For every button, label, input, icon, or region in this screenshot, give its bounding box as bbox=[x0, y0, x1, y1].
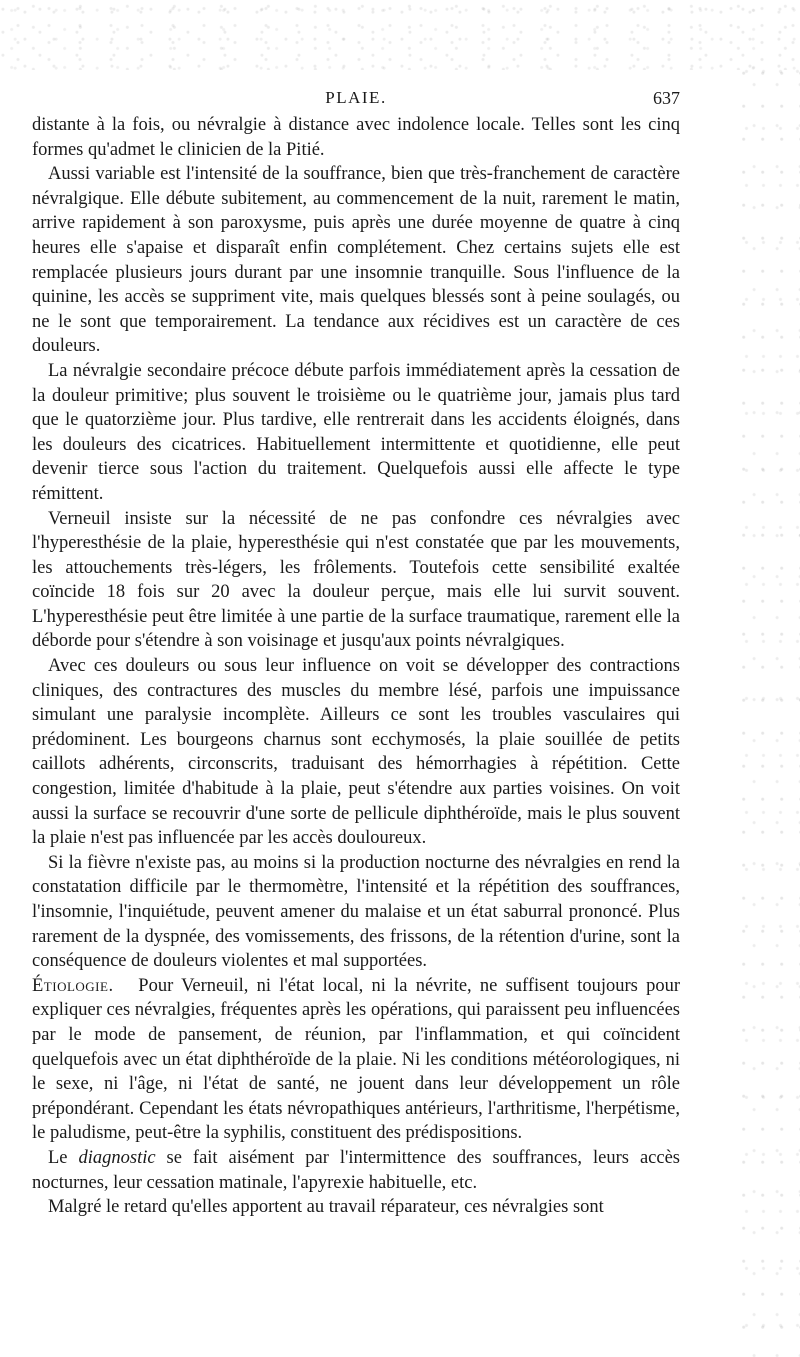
paragraph-diagnostic bbox=[32, 1146, 680, 1195]
paragraph-continuation: distante à la fois, ou névralgie à distance avec indolence locale. Telles sont les cinq formes qu'admet le clinicien de la Pitié. bbox=[32, 115, 680, 160]
running-title: PLAIE. bbox=[325, 88, 387, 107]
paragraph-fever: Si la fièvre n'existe pas, au moins si la production nocturne des névralgies en rend la constatation difficile par le thermomètre, l'intensité et la répétition des souffrances, l'insomnie, l'inquiétude, peuvent amener du malaise et un état saburral prononcé. Plus rarement de la dyspnée, des vomissements, des frissons, de la rétention d'urine, sont la conséquence de douleurs violentes et mal supportées. bbox=[32, 852, 680, 972]
diagnostic-term: diagnostic bbox=[78, 1147, 156, 1168]
paragraph-contractions: Avec ces douleurs ou sous leur influence on voit se développer des contractions cliniques, des contractures des muscles du membre lésé, parfois une impuissance simulant une paralysie incomplète. Ailleurs ce sont les troubles vasculaires qui prédominent. Les bourgeons charnus sont ecchymosés, la plaie souillée de petits caillots adhérents, circonscrits, traduisant des hémorrhagies à répétition. Cette congestion, limitée d'habitude à la plaie, peut s'étendre aux parties voisines. On voit aussi la surface se recouvrir d'une sorte de pellicule diphthéroïde, mais le plus souvent la plaie n'est pas influencée par les accès douloureux. bbox=[32, 656, 680, 849]
diagnostic-lead: Le bbox=[48, 1147, 68, 1168]
paragraph-hyperesthesia: Verneuil insiste sur la nécessité de ne pas confondre ces névralgies avec l'hyperesthésie de la plaie, hyperesthésie qui n'est constatée que par les mouvements, les attouchements très-légers, les frôlements. Toutefois cette sensibilité exaltée coïncide 18 fois sur 20 avec la douleur perçue, mais elle lui survit souvent. L'hyperesthésie peut être limitée à une partie de la surface traumatique, rarement elle la déborde pour s'étendre à son voisinage et jusqu'aux points névralgiques. bbox=[32, 508, 680, 652]
paragraph-secondary-neuralgia: La névralgie secondaire précoce débute parfois immédiatement après la cessation de la douleur primitive; plus souvent le troisième ou le quatrième jour, jamais plus tard que le quatorzième jour. Plus tardive, elle rentrerait dans les accidents éloignés, dans les douleurs des cicatrices. Habituellement intermittente et quotidienne, elle peut devenir tierce sous l'action du traitement. Quelquefois aussi elle affecte le type rémittent. bbox=[32, 360, 680, 504]
book-page bbox=[32, 84, 680, 1220]
section-heading-etiologie: Étiologie. bbox=[32, 975, 114, 996]
paragraph-etiologie bbox=[32, 974, 680, 1146]
scan-noise-top bbox=[0, 0, 800, 70]
diagnostic-text: se fait aisément par l'intermittence des souffrances, leurs accès nocturnes, leur cessation matinale, l'apyrexie habituelle, etc. bbox=[32, 1147, 680, 1193]
paragraph-intensity: Aussi variable est l'intensité de la souffrance, bien que très-franchement de caractère névralgique. Elle débute subitement, au commencement de la nuit, rarement le matin, arrive rapidement à son paroxysme, puis après une durée moyenne de quatre à cinq heures elle s'apaise et disparaît enfin complétement. Chez certains sujets elle est remplacée plusieurs jours durant par une insomnie tranquille. Sous l'influence de la quinine, les accès se suppriment vite, mais quelques blessés sont à peine soulagés, ou ne le sont que temporairement. La tendance aux récidives est un caractère de ces douleurs. bbox=[32, 164, 680, 357]
scan-noise-right bbox=[738, 60, 800, 1357]
etiologie-text: Pour Verneuil, ni l'état local, ni la névrite, ne suffisent toujours pour expliquer ces névralgies, fréquentes après les opérations, qui paraissent peu influencées par le mode de pansement, de réunion, par l'inflammation, et qui coïncident quelquefois avec un état diphthéroïde de la plaie. Ni les conditions météorologiques, ni le sexe, ni l'âge, ni l'état de santé, ne jouent dans leur développement un rôle prépondérant. Cependant les états névropathiques antérieurs, l'arthritisme, l'herpétisme, le paludisme, peut-être la syphilis, constituent des prédispositions. bbox=[32, 975, 680, 1144]
page-number: 637 bbox=[653, 88, 680, 108]
paragraph-last-line: Malgré le retard qu'elles apportent au travail réparateur, ces névralgies sont bbox=[48, 1197, 604, 1218]
running-header bbox=[32, 84, 680, 113]
